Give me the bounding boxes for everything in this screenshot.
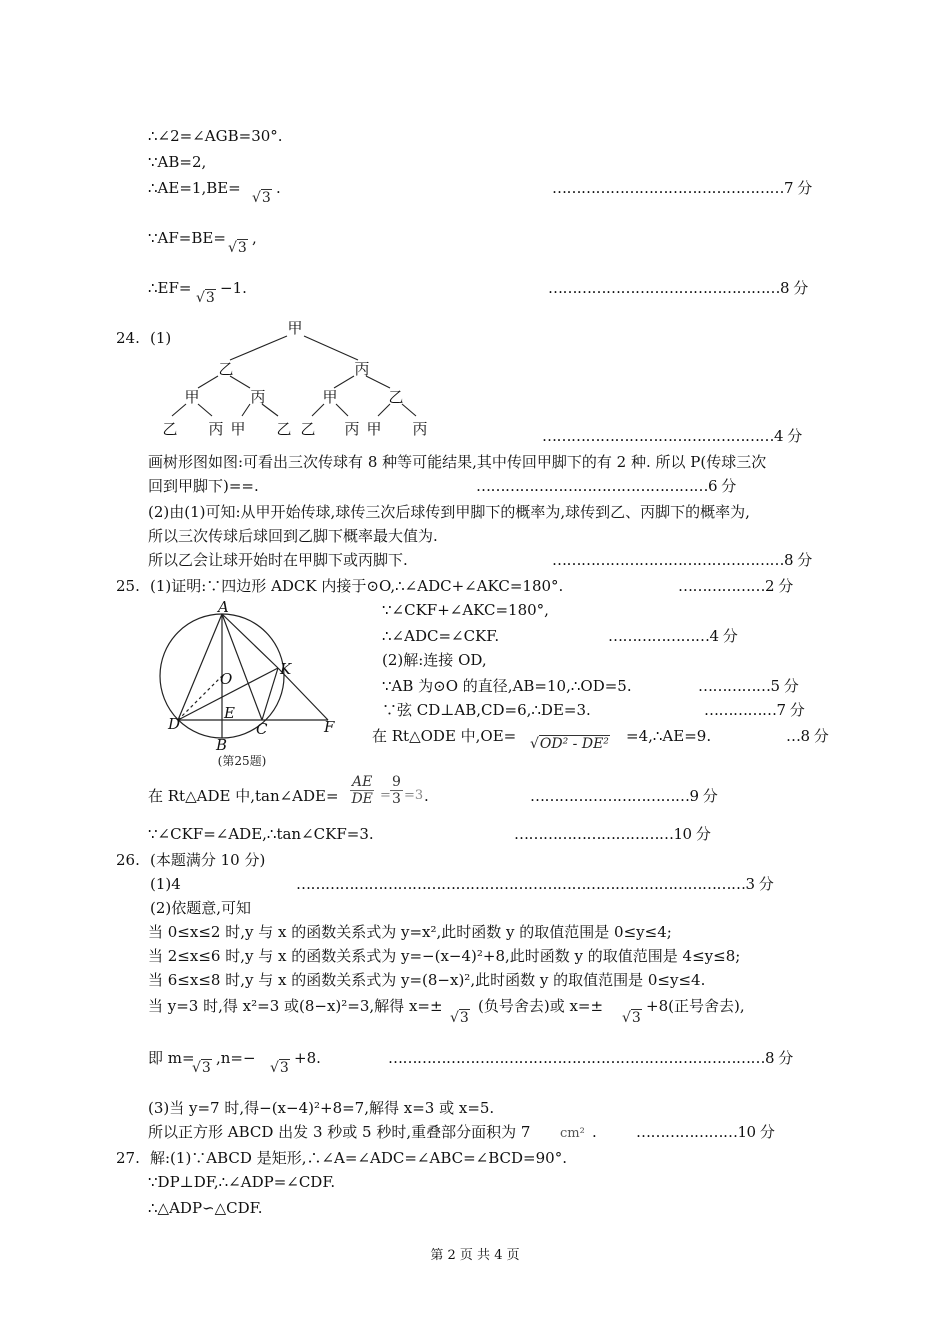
q23-line-1: ∴∠2=∠AGB=30°.: [148, 127, 283, 145]
fraction-9-3: $\frac{9}{3}$: [392, 774, 401, 807]
tree-node-l3-4: 乙: [300, 420, 316, 438]
page-footer: 第 2 页 共 4 页: [430, 1248, 520, 1263]
q26-line-1: (1)4: [150, 875, 181, 893]
score-2: ………………2 分: [678, 577, 793, 595]
q24-para-2: 回到甲脚下)==.: [148, 477, 259, 495]
unit-cm2: cm²: [560, 1126, 585, 1141]
score-6: …………………………………………6 分: [476, 477, 736, 495]
point-K: K: [280, 660, 292, 678]
q25-line-7-end: =4,∴AE=9.: [626, 727, 712, 745]
sqrt-expression: √OD² - DE²: [530, 736, 609, 752]
q25-line-6: ∵弦 CD⊥AB,CD=6,∴DE=3.: [382, 701, 591, 719]
q26-line-6: 当 y=3 时,得 x²=3 或(8−x)²=3,解得 x=±: [148, 997, 443, 1015]
q26-line-7: 即 m=: [148, 1049, 195, 1067]
q26-line-5: 当 6≤x≤8 时,y 与 x 的函数关系式为 y=(8−x)²,此时函数 y 的取值范围是 0≤y≤4.: [148, 971, 706, 989]
q23-line-3: ∴AE=1,BE=: [148, 179, 241, 197]
tree-node-l1-1: 丙: [354, 360, 370, 378]
tree-node-l3-5: 丙: [344, 420, 360, 438]
point-D: D: [168, 715, 181, 733]
q25-line-1: (1)证明:∵四边形 ADCK 内接于⊙O,∴∠ADC+∠AKC=180°.: [150, 577, 564, 595]
q27-line-3: ∴△ADP∽△CDF.: [148, 1199, 263, 1217]
tree-node-l3-7: 丙: [412, 420, 428, 438]
q24-part-1-label: (1): [150, 329, 172, 347]
q25-line-7: 在 Rt△ODE 中,OE=: [372, 727, 517, 745]
fraction-result: =3: [404, 788, 424, 803]
sqrt-3: √3: [196, 290, 215, 306]
point-C: C: [256, 720, 268, 738]
sqrt-3: √3: [270, 1060, 289, 1076]
question-number-25: 25.: [116, 577, 140, 595]
q23-line-5: ∴EF=: [148, 279, 192, 297]
tree-node-l3-3: 乙: [276, 420, 292, 438]
tree-node-l2-2: 甲: [322, 388, 338, 406]
q25-line-5: ∵AB 为⊙O 的直径,AB=10,∴OD=5.: [382, 677, 632, 695]
q23-line-2: ∵AB=2,: [148, 153, 207, 171]
sqrt-3: √3: [450, 1010, 469, 1026]
probability-tree-diagram: [150, 316, 450, 442]
score-4: …………………4 分: [608, 627, 738, 645]
q25-line-4: (2)解:连接 OD,: [382, 651, 487, 669]
score-10: …………………10 分: [636, 1123, 775, 1141]
point-A: A: [218, 598, 229, 616]
q25-line-3: ∴∠ADC=∠CKF.: [382, 627, 500, 645]
q23-line-5-end: −1.: [220, 279, 247, 297]
point-F: F: [324, 718, 335, 736]
q25-line-8-end: .: [424, 787, 429, 805]
q24-para-1: 画树形图如图:可看出三次传球有 8 种等可能结果,其中传回甲脚下的有 2 种. 所以 P(传球三次: [148, 453, 767, 471]
q27-line-2: ∵DP⊥DF,∴∠ADP=∠CDF.: [148, 1173, 336, 1191]
figure-caption: (第25题): [217, 754, 267, 768]
tree-node-l3-1: 丙: [208, 420, 224, 438]
score-8: …………………………………………8 分: [548, 279, 808, 297]
q26-line-2: (2)依题意,可知: [150, 899, 252, 917]
tree-node-l3-2: 甲: [230, 420, 246, 438]
tree-node-l3-0: 乙: [162, 420, 178, 438]
circle-geometry-figure: [158, 598, 348, 770]
point-B: B: [216, 736, 228, 754]
score-3: …………………………………………………………………………………3 分: [296, 875, 774, 893]
sqrt-3: √3: [192, 1060, 211, 1076]
q26-line-6-mid: (负号舍去)或 x=±: [478, 997, 604, 1015]
q27-line-1: 解:(1)∵ABCD 是矩形,∴∠A=∠ADC=∠ABC=∠BCD=90°.: [150, 1149, 567, 1167]
q23-line-4: ∵AF=BE=: [148, 229, 226, 247]
tree-node-l2-1: 丙: [250, 388, 266, 406]
q26-line-3: 当 0≤x≤2 时,y 与 x 的函数关系式为 y=x²,此时函数 y 的取值范围是 0≤y≤4;: [148, 923, 672, 941]
score-8: …………………………………………8 分: [552, 551, 812, 569]
score-9: ……………………………9 分: [530, 787, 718, 805]
point-E: E: [224, 704, 235, 722]
tree-node-l1-0: 乙: [218, 360, 234, 378]
sqrt-3: √3: [252, 190, 271, 206]
sqrt-3: √3: [622, 1010, 641, 1026]
q26-line-6-end: +8(正号舍去),: [646, 997, 745, 1015]
score-4: …………………………………………4 分: [542, 427, 802, 445]
tree-node-l2-0: 甲: [184, 388, 200, 406]
q26-line-9-end: .: [592, 1123, 597, 1141]
question-number-26: 26.: [116, 851, 140, 869]
tree-node-l3-6: 甲: [366, 420, 382, 438]
question-number-27: 27.: [116, 1149, 140, 1167]
q26-header: (本题满分 10 分): [150, 851, 266, 869]
question-number-24: 24.: [116, 329, 140, 347]
score-8: …8 分: [786, 727, 829, 745]
score-7: …………………………………………7 分: [552, 179, 812, 197]
score-5: ……………5 分: [698, 677, 799, 695]
q24-para-4: 所以三次传球后球回到乙脚下概率最大值为.: [148, 527, 438, 545]
q24-para-3: (2)由(1)可知:从甲开始传球,球传三次后球传到甲脚下的概率为,球传到乙、丙脚下的概率为,: [148, 503, 750, 521]
q23-line-4-end: ,: [252, 229, 257, 247]
tree-node-l2-3: 乙: [388, 388, 404, 406]
q23-line-3-end: .: [276, 179, 281, 197]
score-8: ……………………………………………………………………8 分: [388, 1049, 793, 1067]
q25-line-9: ∵∠CKF=∠ADE,∴tan∠CKF=3.: [148, 825, 374, 843]
point-O: O: [220, 670, 233, 688]
q25-line-2: ∵∠CKF+∠AKC=180°,: [382, 601, 549, 619]
q26-line-9: 所以正方形 ABCD 出发 3 秒或 5 秒时,重叠部分面积为 7: [148, 1123, 531, 1141]
sqrt-3: √3: [228, 240, 247, 256]
score-7: ……………7 分: [704, 701, 805, 719]
q26-line-7-end: +8.: [294, 1049, 321, 1067]
equals-sign: =: [380, 788, 391, 803]
q25-line-8: 在 Rt△ADE 中,tan∠ADE=: [148, 787, 339, 805]
fraction-ae-de: $\frac{AE}{DE}$: [351, 774, 373, 807]
tree-root: 甲: [287, 319, 303, 337]
q26-line-4: 当 2≤x≤6 时,y 与 x 的函数关系式为 y=−(x−4)²+8,此时函数 y 的取值范围是 4≤y≤8;: [148, 947, 741, 965]
q24-para-5: 所以乙会让球开始时在甲脚下或丙脚下.: [148, 551, 408, 569]
q26-line-8: (3)当 y=7 时,得−(x−4)²+8=7,解得 x=3 或 x=5.: [148, 1099, 495, 1117]
q26-line-7-mid: ,n=−: [216, 1049, 256, 1067]
score-10: ……………………………10 分: [514, 825, 711, 843]
